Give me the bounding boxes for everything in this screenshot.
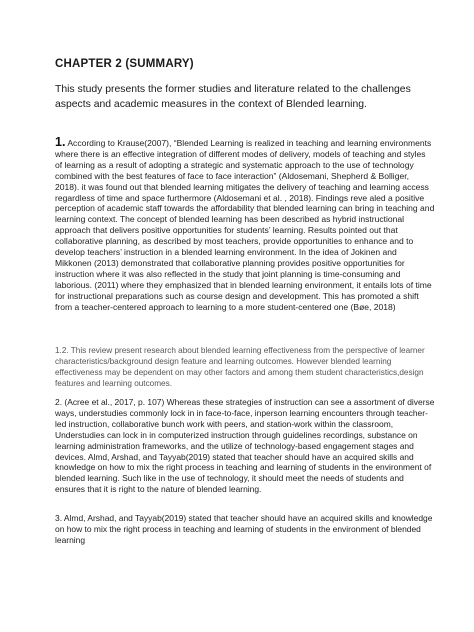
section-2-paragraph: 2. (Acree et al., 2017, p. 107) Whereas these strategies of instruction can see a assortment of diverse ways, understudies commonly lock in in face-to-face, inperson learning encounters through teacher-led instruction, collaborative bunch work with peers, and station-work within the classroom, Understudies can lock in in computerized instruction through guidelines recordings, substance on learning administration frameworks, and the utilize of technology-based engagement stages and devices. Almd, Arshad, and Tayyab(2019) stated that teacher should have an acquired skills and knowledge on how to mix the right process in teaching and learning of students in the environment of blended learning. Such like in the use of technology, it should meet the needs of students and ensures that it is right to the nature of blended learning. (55, 397, 435, 495)
section-1-paragraph (55, 137, 435, 313)
section-1-text: According to Krause(2007), “Blended Learning is realized in teaching and learning environments where there is an effective integration of different modes of delivery, models of teaching and styles of learning as a result of adopting a strategic and systematic approach to the use of technology combined with the best features of face to face interaction” (Aldosemani, Shepherd & Bolliger, 2018). it was found out that blended learning mitigates the delivery of teaching and learning access regardless of time and space furthermore (Aldosemani et al. , 2018). Findings reve aled a positive perception of academic staff towards the affordability that blended learning can bring in teaching and learning context. The concept of blended learning has been described as hybrid instructional approach that delivers positive opportunities for students’ learning. Results pointed out that collaborative planning, as described by most teachers, provide opportunities to enhance and to develop teachers’ instruction in a blended learning environment. In the idea of Jokinen and Mikkonen (2013) demonstrated that collaborative planning provides positive opportunities for instruction where it was also reflected in the study that joint planning is time-consuming and laborious. (2011) where they emphasized that in blended learning environment, it entails lots of time for instructional preparations such as course design and development. This has promoted a shift from a teacher-centered approach to learning to a more student-centered one (Bøe, 2018) (55, 138, 435, 312)
section-1-number: 1. (55, 135, 66, 149)
chapter-title: CHAPTER 2 (SUMMARY) (55, 58, 194, 70)
section-3-paragraph: 3. Almd, Arshad, and Tayyab(2019) stated that teacher should have an acquired skills and knowledge on how to mix the right process in teaching and learning of students in the environment of blended learning (55, 513, 433, 545)
section-1-2-paragraph: 1.2. This review present research about blended learning effectiveness from the perspective of learner characteristics/background design feature and learning outcomes. However blended learning effectiveness may be dependent on may other factors and among them student characteristics,design features and learning outcomes. (55, 346, 425, 388)
intro-paragraph: This study presents the former studies and literature related to the challenges aspects and academic measures in the context of Blended learning. (55, 84, 411, 110)
